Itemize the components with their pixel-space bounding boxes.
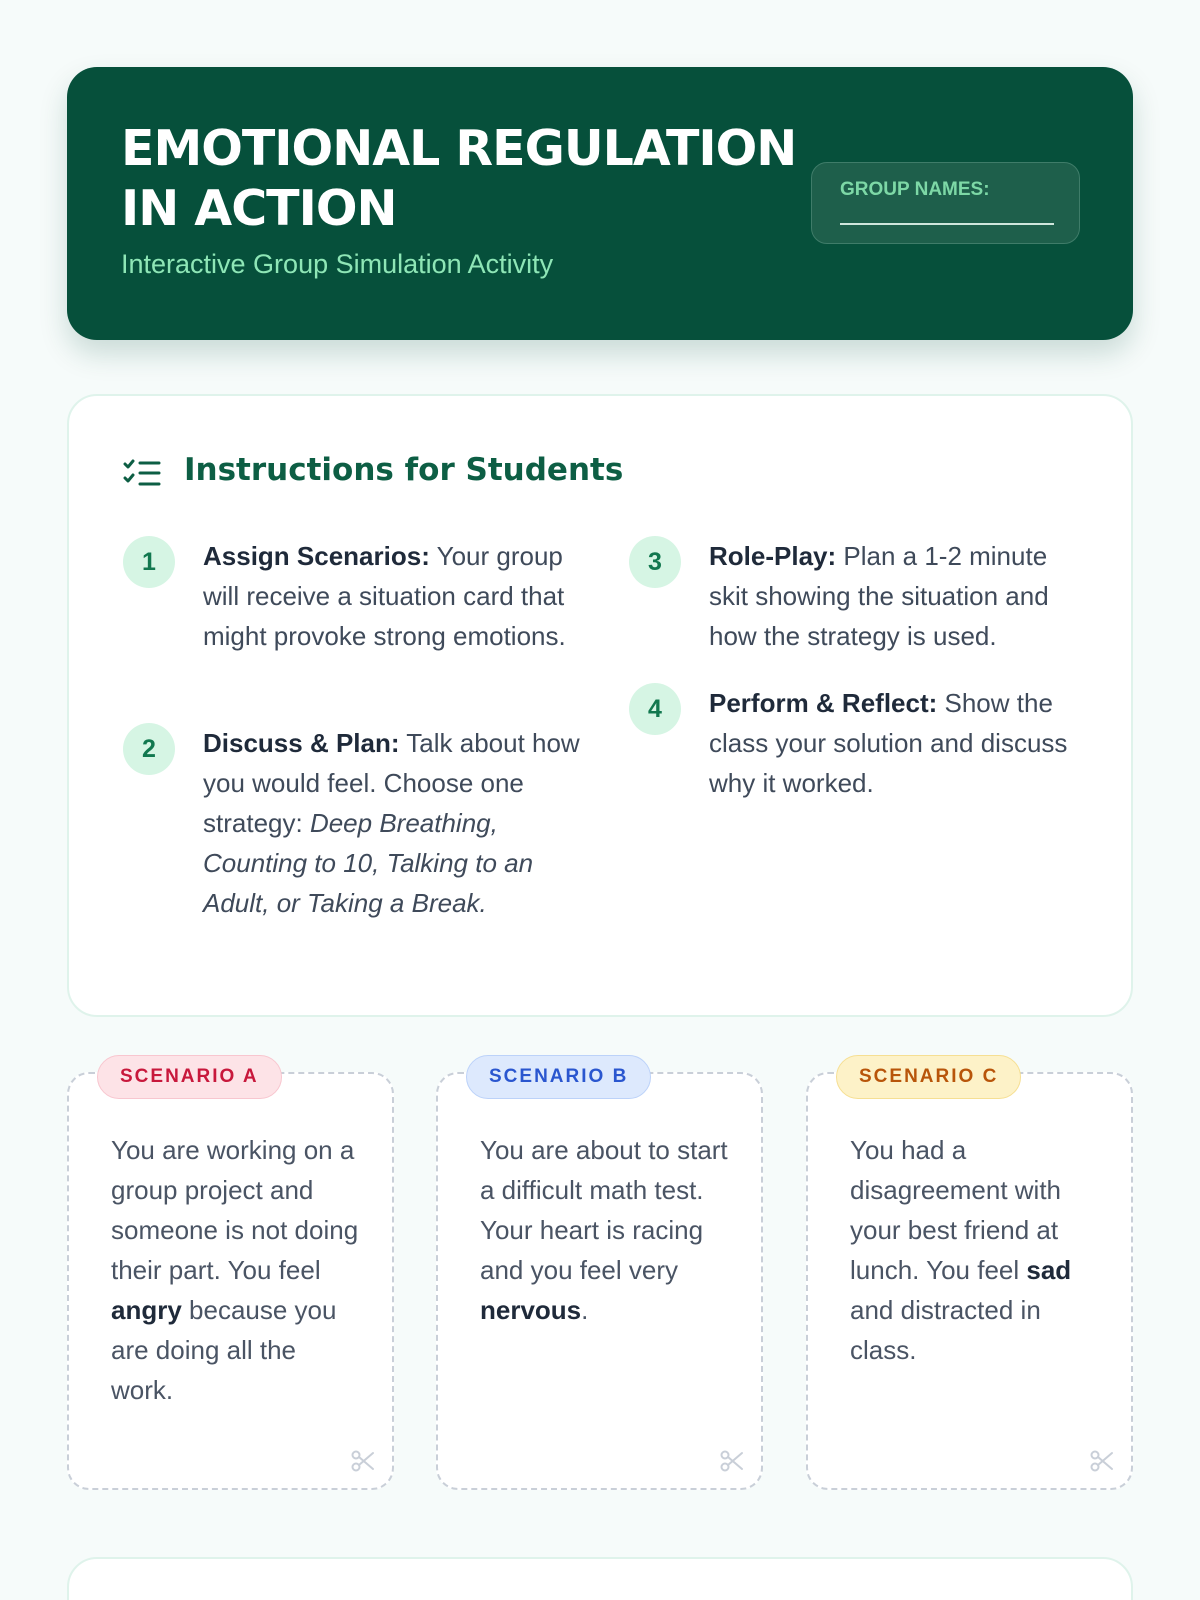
step-heading: Perform & Reflect:	[709, 688, 938, 718]
step-number: 2	[123, 723, 175, 775]
scenario-card-b	[436, 1066, 763, 1490]
scenario-text	[480, 1130, 730, 1330]
scenario-emotion: nervous	[480, 1295, 582, 1325]
scenario-text-end: .	[581, 1295, 589, 1325]
step-number: 1	[123, 536, 175, 588]
instructions-panel	[67, 394, 1133, 1017]
step-heading: Assign Scenarios:	[203, 541, 430, 571]
step-heading: Discuss & Plan:	[203, 728, 400, 758]
step-text	[709, 536, 1089, 656]
page-subtitle: Interactive Group Simulation Activity	[121, 249, 554, 279]
scenario-badge: SCENARIO A	[97, 1055, 282, 1099]
step-body: Plan a 1-2 minute skit showing the situation and how the strategy is used.	[709, 541, 1049, 651]
scenario-text-start: You had a disagreement with your best friend at lunch. You feel	[850, 1135, 1061, 1285]
step-text	[203, 723, 583, 923]
scenario-text	[850, 1130, 1100, 1370]
step-number: 3	[629, 536, 681, 588]
scenario-text-end: because you are doing all the work.	[111, 1295, 337, 1405]
instruction-step-3	[648, 536, 1089, 656]
step-heading: Role-Play:	[709, 541, 837, 571]
instruction-step-4	[648, 683, 1089, 803]
scenario-text-end: and distracted in class.	[850, 1295, 1041, 1365]
instruction-step-1	[142, 536, 583, 656]
scenario-card-a	[67, 1066, 394, 1490]
scissors-icon	[1089, 1448, 1115, 1474]
instructions-title: Instructions for Students	[184, 452, 624, 488]
strategy-list: Deep Breathing, Counting to 10, Talking to an Adult, or Taking a Break.	[203, 808, 534, 918]
next-section-panel	[67, 1557, 1133, 1600]
group-names-field[interactable]	[840, 223, 1054, 225]
step-number: 4	[629, 683, 681, 735]
scenario-badge: SCENARIO C	[836, 1055, 1021, 1099]
step-body: Talk about how you would feel. Choose one strategy:	[203, 728, 580, 838]
scenario-emotion: angry	[111, 1295, 182, 1325]
scenario-text	[111, 1130, 361, 1410]
scissors-icon	[350, 1448, 376, 1474]
scenario-card-c	[806, 1066, 1133, 1490]
step-text	[709, 683, 1089, 803]
scenario-text-start: You are about to start a difficult math test. Your heart is racing and you feel very	[480, 1135, 728, 1285]
step-body: Your group will receive a situation card that might provoke strong emotions.	[203, 541, 566, 651]
group-names-label: GROUP NAMES:	[840, 179, 990, 200]
header-banner	[67, 67, 1133, 340]
step-text	[203, 536, 583, 656]
scissors-icon	[719, 1448, 745, 1474]
scenario-badge: SCENARIO B	[466, 1055, 651, 1099]
step-body: Show the class your solution and discuss why it worked.	[709, 688, 1068, 798]
page-title: EMOTIONAL REGULATION IN ACTION	[121, 120, 797, 237]
checklist-icon	[123, 458, 163, 490]
instruction-step-2	[142, 723, 583, 923]
scenario-emotion: sad	[1026, 1255, 1072, 1285]
scenario-text-start: You are working on a group project and someone is not doing their part. You feel	[111, 1135, 359, 1285]
group-names-box	[811, 162, 1080, 244]
